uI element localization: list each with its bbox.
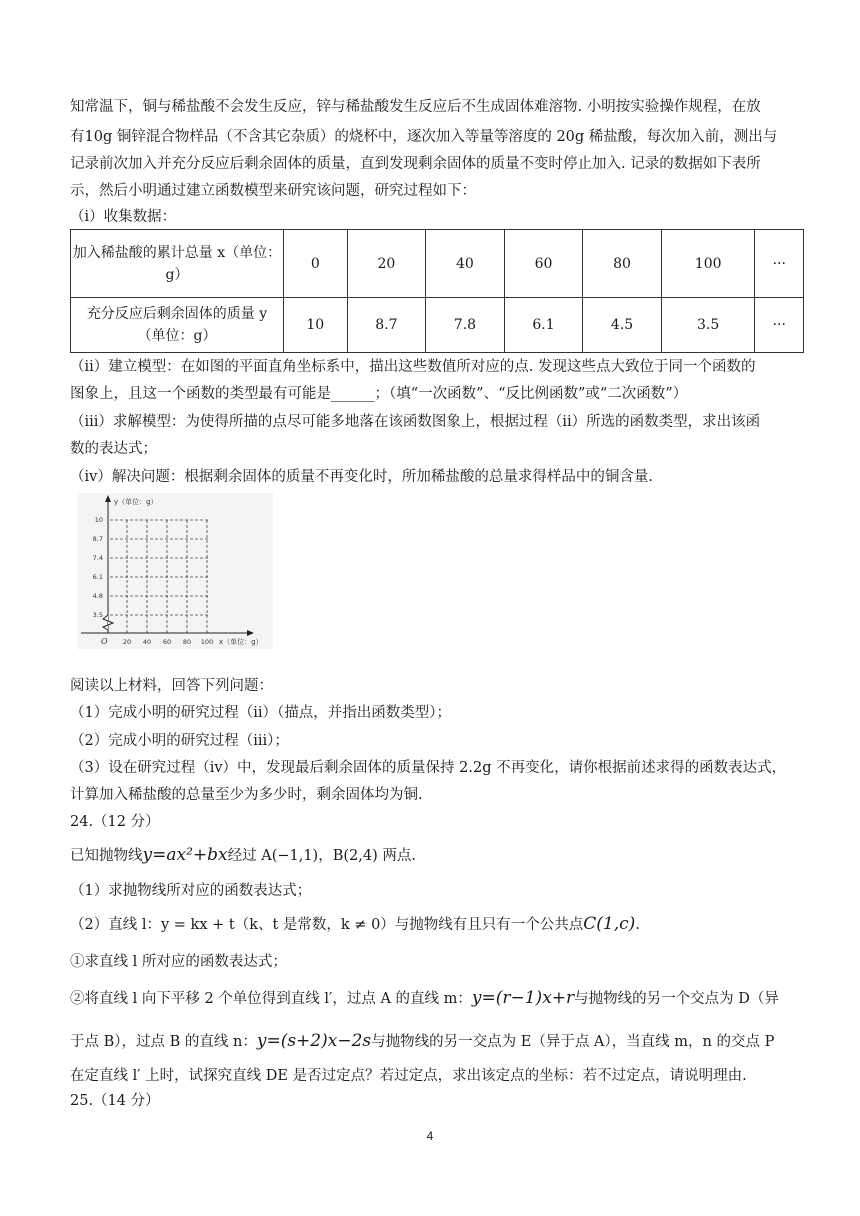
read-prompt: 阅读以上材料，回答下列问题：	[70, 678, 273, 694]
y-axis-label: y（单位：g）	[114, 498, 158, 506]
problem-24-sub-2-cont: 于点 B），过点 B 的直线 n：y=(s+2)x−2s与抛物线的另一交点为 E（异于点 A），当直线 m，n 的交点 P	[70, 1031, 775, 1051]
step-ii-line-2: 图象上，且这一个函数的类型最有可能是______；（填“一次函数”、“反比例函数”或“二次函数”）	[70, 386, 688, 402]
table-cell: 0	[284, 230, 348, 298]
problem-24-q2: （2）直线 l：y = kx + t（k、t 是常数，k ≠ 0）与抛物线有且只有一个公共点C(1,c).	[70, 914, 640, 934]
table-cell: 100	[661, 230, 755, 298]
y-tick-label: 4.8	[92, 592, 103, 600]
problem-24-heading: 24.（12 分）	[70, 814, 160, 830]
question-1: （1）完成小明的研究过程（ⅱ）（描点，并指出函数类型）；	[70, 705, 451, 721]
y-tick-label: 10	[94, 516, 103, 524]
table-cell: 20	[347, 230, 426, 298]
table-header-x: 加入稀盐酸的累计总量 x（单位： g）	[71, 230, 284, 298]
x-tick-label: 80	[182, 638, 192, 646]
problem-24-given: 已知抛物线y=ax²+bx经过 A(−1,1)，B(2,4) 两点.	[70, 845, 416, 865]
step-i: （ⅰ）收集数据：	[70, 209, 177, 225]
line-m-equation: y=(r−1)x+r	[471, 988, 575, 1008]
origin-label: O	[101, 637, 108, 646]
table-cell: 6.1	[504, 298, 583, 353]
intro-line-1: 知常温下，铜与稀盐酸不会发生反应，锌与稀盐酸发生反应后不生成固体难溶物. 小明按实验操作规程，在放	[70, 99, 761, 115]
table-cell: 4.5	[583, 298, 662, 353]
intro-line-4: 示，然后小明通过建立函数模型来研究该问题，研究过程如下：	[70, 183, 476, 199]
table-cell: ···	[755, 298, 804, 353]
problem-24-sub-1: ①求直线 l 所对应的函数表达式；	[70, 954, 287, 970]
y-tick-label: 3.5	[92, 611, 103, 619]
problem-24-sub-2-end: 在定直线 l′ 上时，试探究直线 DE 是否过定点？若过定点，求出该定点的坐标：若不过定点，请说明理由.	[70, 1068, 747, 1084]
table-cell: 10	[284, 298, 348, 353]
table-header-y: 充分反应后剩余固体的质量 y （单位：g）	[71, 298, 284, 353]
question-2: （2）完成小明的研究过程（ⅲ）；	[70, 733, 289, 749]
question-3-line-2: 计算加入稀盐酸的总量至少为多少时，剩余固体均为铜.	[70, 787, 423, 803]
intro-line-2: 有10g 铜锌混合物样品（不含其它杂质）的烧杯中，逐次加入等量等溶度的 20g 稀盐酸，每次加入前，测出与	[70, 129, 778, 145]
problem-24-q1: （1）求抛物线所对应的函数表达式；	[70, 883, 312, 899]
table-row-x	[71, 230, 804, 298]
table-cell: 40	[426, 230, 505, 298]
line-n-equation: y=(s+2)x−2s	[256, 1031, 372, 1051]
table-cell: ···	[755, 230, 804, 298]
table-cell: 7.8	[426, 298, 505, 353]
problem-24-sub-2: ②将直线 l 向下平移 2 个单位得到直线 l′，过点 A 的直线 m：y=(r−1)x+r与抛物线的另一个交点为 D（异	[70, 988, 779, 1008]
y-tick-label: 8.7	[92, 535, 103, 543]
intro-line-3: 记录前次加入并充分反应后剩余固体的质量，直到发现剩余固体的质量不变时停止加入. 记录的数据如下表所	[70, 156, 761, 172]
y-tick-label: 7.4	[92, 554, 103, 562]
table-cell: 3.5	[661, 298, 755, 353]
step-iii-line-2: 数的表达式；	[70, 441, 157, 457]
x-axis-label: x（单位：g）	[219, 638, 263, 646]
table-cell: 8.7	[347, 298, 426, 353]
page-number: 4	[426, 1129, 434, 1143]
y-tick-label: 6.1	[92, 573, 103, 581]
x-tick-label: 20	[122, 638, 132, 646]
step-iii-line-1: （ⅲ）求解模型：为使得所描的点尽可能多地落在该函数图象上，根据过程（ⅱ）所选的函数类型，求出该函	[70, 414, 761, 430]
point-c: C(1,c)	[583, 914, 636, 934]
x-tick-label: 60	[162, 638, 172, 646]
step-ii-line-1: （ⅱ）建立模型：在如图的平面直角坐标系中，描出这些数值所对应的点. 发现这些点大致位于同一个函数的	[70, 359, 756, 375]
x-tick-label: 100	[200, 638, 214, 646]
coordinate-grid-figure	[77, 493, 273, 649]
table-cell: 80	[583, 230, 662, 298]
x-tick-label: 40	[142, 638, 152, 646]
table-cell: 60	[504, 230, 583, 298]
data-table	[70, 229, 804, 353]
table-row-y	[71, 298, 804, 353]
step-iv: （ⅳ）解决问题：根据剩余固体的质量不再变化时，所加稀盐酸的总量求得样品中的铜含量.	[70, 469, 653, 485]
question-3-line-1: （3）设在研究过程（ⅳ）中，发现最后剩余固体的质量保持 2.2g 不再变化，请你根据前述求得的函数表达式，	[70, 760, 787, 776]
problem-25-heading: 25.（14 分）	[70, 1093, 160, 1109]
parabola-equation: y=ax²+bx	[142, 845, 228, 865]
